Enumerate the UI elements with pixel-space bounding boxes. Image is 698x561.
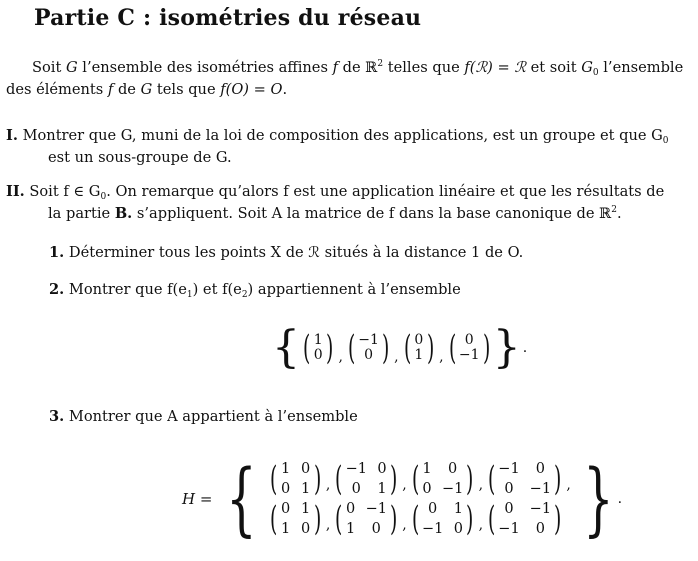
- matrix: ( 1 0 0 1 ): [270, 459, 321, 499]
- question-1-line-1: I. Montrer que G, muni de la loi de composition des applications, est un groupe et que $G_0$: [6, 127, 669, 146]
- matrix: ( 1 0 0 −1 ): [411, 459, 474, 499]
- h-label: H =: [182, 490, 213, 508]
- right-brace: }: [492, 322, 521, 373]
- subquestion-1: 1. Déterminer tous les points X de ℛ situés à la distance 1 de O.: [49, 244, 524, 261]
- vector-2: ( −1 0 ): [347, 328, 390, 368]
- matrix: ( −1 0 0 1 ): [335, 459, 398, 499]
- matrix: ( 0 −1 −1 0 ): [488, 499, 562, 539]
- matrix: ( 0 −1 1 0 ): [335, 499, 398, 539]
- intro-line-1: Soit G l’ensemble des isométries affines f de ℝ$^2$ telles que f(ℛ) = ℛ et soit $G_0$ l’ensemble: [32, 59, 684, 78]
- matrix-row-2: ( 0 1 1 0 ) , ( 0 −1 1 0 ) , ( 0 1 −1 0 ) , ( 0 −1 −1 0 ): [267, 499, 572, 539]
- matrix: ( 0 1 −1 0 ): [411, 499, 474, 539]
- section-title: Partie C : isométries du réseau: [34, 5, 422, 31]
- question-2-line-1: II. Soit f ∈ $G_0$. On remarque qu’alors f est une application linéaire et que les résultats de: [6, 183, 665, 202]
- subquestion-2: 2. Montrer que $f(e_1)$ et $f(e_2)$ appartiennent à l’ensemble: [49, 281, 461, 300]
- right-brace: }: [582, 452, 614, 545]
- subquestion-3: 3. Montrer que A appartient à l’ensemble: [49, 408, 358, 425]
- left-brace: {: [272, 322, 300, 373]
- question-1-line-2: est un sous-groupe de G.: [48, 149, 232, 166]
- matrix: ( −1 0 0 −1 ): [488, 459, 562, 499]
- left-brace: {: [226, 452, 258, 545]
- question-2-line-2: la partie B. s’appliquent. Soit A la matrice de f dans la base canonique de ℝ$^2$.: [48, 205, 622, 222]
- vector-1: ( 1 0 ): [302, 328, 334, 368]
- vector-set: { ( 1 0 ) , ( −1 0 ) , ( 0 1 ) , ( 0 −1 ) } .: [272, 322, 528, 373]
- matrix-set-h: H = { ( 1 0 0 1 ) , ( −1 0 0 1 ) , ( 1 0 0 −1 ) , ( −1 0 0 −1 ) , ( 0 1 1 0 ) , ( 0 −1 1 0 ) , ( 0 1 −1 0 ) , ( 0 −1 −1 0 ) } .: [182, 452, 623, 545]
- vector-3: ( 0 1 ): [403, 328, 435, 368]
- vector-4: ( 0 −1 ): [448, 328, 490, 368]
- intro-line-2: des éléments f de G tels que f(O) = O.: [6, 81, 288, 98]
- matrix-row-1: ( 1 0 0 1 ) , ( −1 0 0 1 ) , ( 1 0 0 −1 ) , ( −1 0 0 −1 ) ,: [267, 459, 572, 499]
- matrix: ( 0 1 1 0 ): [270, 499, 321, 539]
